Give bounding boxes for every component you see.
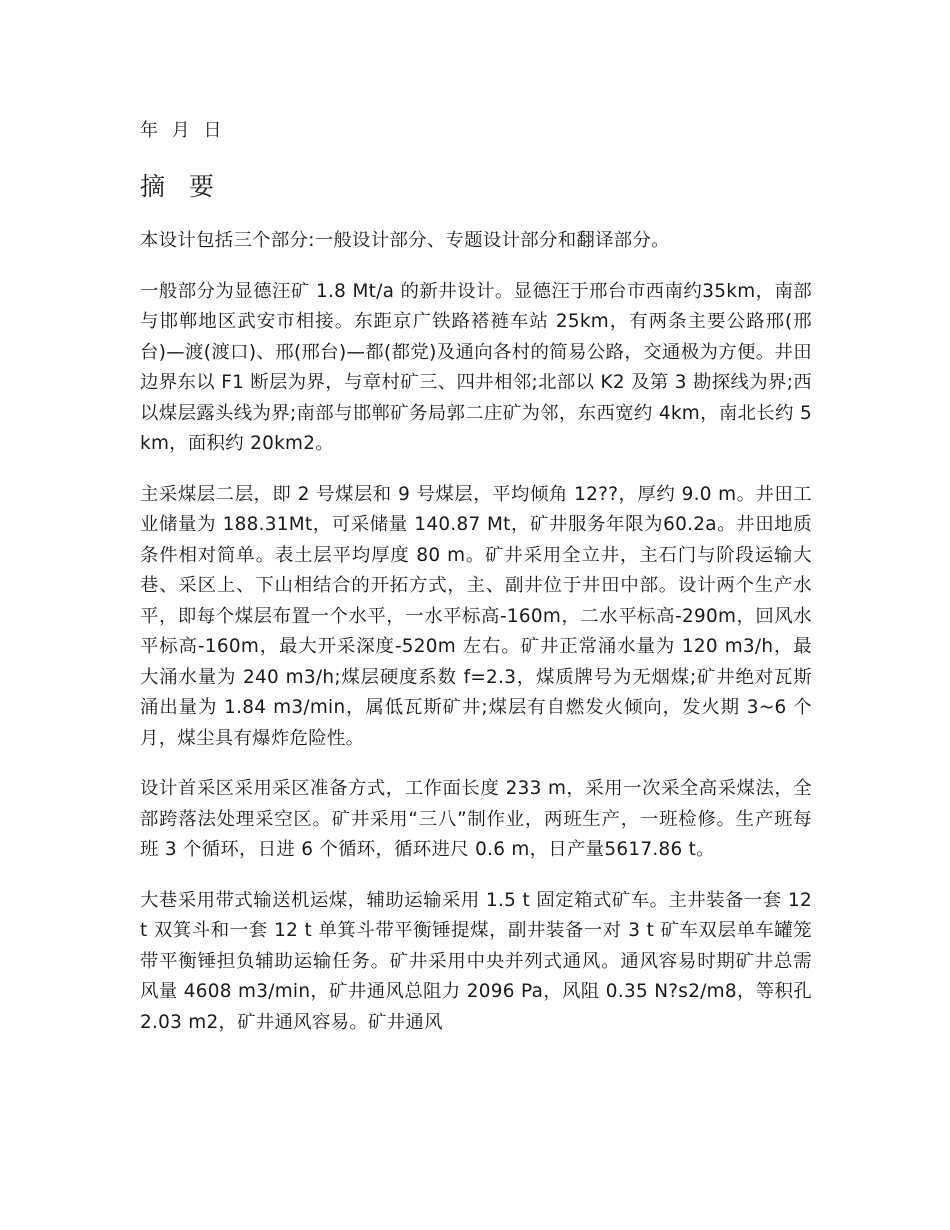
- document-page: [140, 118, 812, 1038]
- paragraph-geology: 主采煤层二层，即 2 号煤层和 9 号煤层，平均倾角 12??，厚约 9.0 m。井田工业储量为 188.31Mt，可采储量 140.87 Mt，矿井服务年限为60.2a。井田地质条件相对简单。表土层平均厚度 80 m。矿井采用全立井，主石门与阶段运输大巷、采区上、下山相结合的开拓方式，主、副井位于井田中部。设计两个生产水平，即每个煤层布置一个水平，一水平标高-160m，二水平标高-290m，回风水平标高-160m，最大开采深度-520m 左右。矿井正常涌水量为 120 m3/h，最大涌水量为 240 m3/h;煤层硬度系数 f=2.3，煤质牌号为无烟煤;矿井绝对瓦斯涌出量为 1.84 m3/min，属低瓦斯矿井;煤层有自燃发火倾向，发火期 3~6 个月，煤尘具有爆炸危险性。: [140, 483, 812, 749]
- paragraph-transport-ventilation: 大巷采用带式输送机运煤，辅助运输采用 1.5 t 固定箱式矿车。主井装备一套 12 t 双箕斗和一套 12 t 单箕斗带平衡锤提煤，副井装备一对 3 t 矿车双层单车罐笼带平衡锤担负辅助运输任务。矿井采用中央并列式通风。通风容易时期矿井总需风量 4608 m3/min，矿井通风总阻力 2096 Pa，风阻 0.35 N?s2/m8，等积孔 2.03 m2，矿井通风容易。矿井通风: [140, 889, 812, 1033]
- paragraph-location: 一般部分为显德汪矿 1.8 Mt/a 的新井设计。显德汪于邢台市西南约35km，南部与邯郸地区武安市相接。东距京广铁路褡裢车站 25km，有两条主要公路邢(邢台)—渡(渡口)、邢(邢台)—都(都党)及通向各村的简易公路，交通极为方便。井田边界东以 F1 断层为界，与章村矿三、四井相邻;北部以 K2 及第 3 勘探线为界;西以煤层露头线为界;南部与邯郸矿务局郭二庄矿为邻，东西宽约 4km，南北长约 5km，面积约 20km2。: [140, 280, 812, 454]
- paragraph-mining-method: 设计首采区采用采区准备方式，工作面长度 233 m，采用一次采全高采煤法，全部跨落法处理采空区。矿井采用“三八”制作业，两班生产，一班检修。生产班每班 3 个循环，日进 6 个循环，循环进尺 0.6 m，日产量5617.86 t。: [140, 778, 812, 860]
- paragraph-overview: 本设计包括三个部分:一般设计部分、专题设计部分和翻译部分。: [140, 230, 670, 251]
- abstract-heading: 摘 要: [140, 172, 222, 201]
- date-line: 年 月 日: [140, 120, 226, 141]
